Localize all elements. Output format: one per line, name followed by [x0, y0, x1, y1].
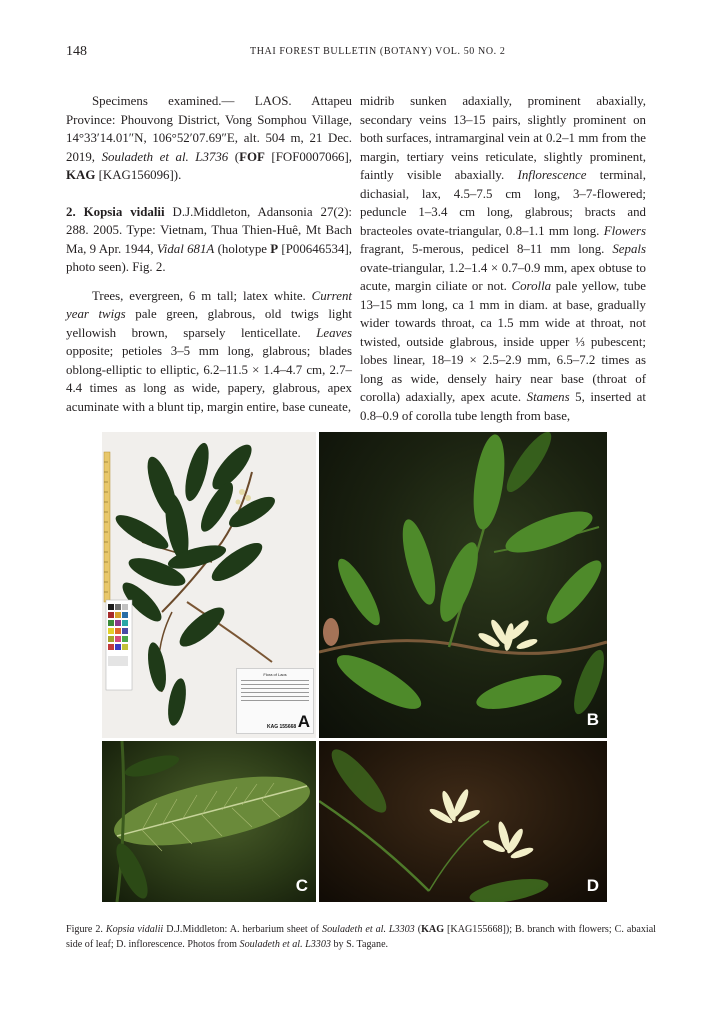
caption-text: D.J.Middleton: A. herbarium sheet of: [166, 924, 320, 935]
description-term: Current year twigs: [66, 288, 352, 321]
description-text: opposite; petioles 3–5 mm long, glabrous; blades oblong-elliptic to elliptic, 6.2–11.5 × 1.4–4.7 cm, 2.7–4.4 times as long as wide, papery, glabrous, apex acuminate with a blunt tip, margin entire, base cuneate,: [66, 344, 352, 414]
caption-species: Kopsia vidalii: [105, 924, 164, 935]
caption-herbarium: KAG: [421, 924, 445, 935]
panel-c-abaxial-leaf: [102, 741, 316, 902]
caption-text: [KAG155668]); B. branch with flowers; C. abaxial side of leaf; D. inflorescence. Photos from: [66, 924, 656, 950]
leaf-photo-illustration: [102, 741, 316, 902]
herbarium-barcode: [FOF0007066],: [271, 149, 352, 164]
left-column: [66, 92, 352, 416]
herbarium-label-title: Flora of Laos: [263, 672, 287, 677]
description-term: Leaves: [316, 325, 352, 340]
description-text: pale yellow, tube 13–15 mm long, ca 1 mm in diam. at base, gradually wider towards throat, ca 1.5 mm wide at throat, not twisted, outside glabrous, inside upper ⅓ pubescent; lobes linear, 18–19 × 2.5–2.9 mm, 6.5–7.2 times as long as wide, densely hairy near base (throat of corolla) adaxially, apex acute.: [360, 279, 646, 404]
label-line: [241, 684, 309, 685]
panel-d-inflorescence: [319, 741, 607, 902]
panel-a-herbarium-sheet: [102, 432, 316, 738]
herbarium-code: KAG: [66, 168, 96, 182]
caption-collector: Souladeth et al. L3303: [239, 939, 331, 950]
description-text: Trees, evergreen, 6 m tall; latex white.: [92, 288, 306, 303]
label-line: [241, 680, 309, 681]
holotype-prefix: (holotype: [217, 241, 267, 256]
caption-text: by S. Tagane.: [333, 939, 389, 950]
description-text: 5, inserted at 0.8–0.9 of corolla tube length from base,: [360, 390, 646, 423]
label-line: [241, 696, 309, 697]
label-line: [241, 692, 309, 693]
description-text: ovate-triangular, 1.2–1.4 × 0.7–0.9 mm, apex obtuse to acute, margin ciliate or not.: [360, 260, 646, 293]
label-line: [241, 688, 309, 689]
branch-photo-illustration: [319, 432, 607, 738]
herbarium-code: FOF: [239, 149, 265, 164]
specimens-collector: Souladeth et al. L3736: [101, 149, 229, 164]
inflorescence-photo-illustration: [319, 741, 607, 902]
description-text: fragrant, 5-merous, pedicel 8–11 mm long.: [360, 242, 605, 256]
description-term: Corolla: [511, 279, 552, 293]
description-text: midrib sunken adaxially, prominent abaxially, secondary veins 13–15 pairs, slightly prominent on both surfaces, intramarginal vein at 0.2–1 mm from the margin, tertiary veins reticulate, slightly prominent, faintly visible abaxially.: [360, 94, 646, 182]
panel-label-b: B: [586, 710, 599, 729]
specimens-examined: Specimens examined.— LAOS. Attapeu Province: Phouvong District, Vong Somphou Village, 14°33′14.01″N, 106°52′07.69″E, alt. 504 m, 21 Dec. 2019, Souladeth et al. L3736 (FOF [FOF0007066], KAG [KAG156096]).: [66, 94, 352, 182]
description-term: Stamens: [526, 390, 570, 404]
figure-caption: [66, 922, 656, 952]
description-continued: [360, 92, 646, 425]
holotype-herbarium: P: [270, 241, 279, 256]
description-text: terminal, dichasial, lax, 4.5–7.5 cm long, 3–7-flowered; peduncle 1–3.4 cm long, glabrous; bracts and bracteoles ovate-triangular, 0.8–1.1 mm long.: [360, 168, 646, 238]
caption-prefix: Figure 2.: [66, 924, 103, 935]
caption-text: (: [417, 924, 422, 935]
holotype-suffix: [P00646534], photo seen). Fig. 2.: [66, 241, 352, 274]
panel-b-branch-with-flowers: [319, 432, 607, 738]
species-citation: D.J.Middleton, Adansonia 27(2): 288. 2005. Type: Vietnam, Thua Thien-Huê, Mt Bach Ma, 9 Apr. 1944,: [66, 204, 353, 256]
panel-label-c: C: [295, 876, 308, 895]
description-term: Inflorescence: [517, 168, 587, 182]
species-name: 2. Kopsia vidalii: [66, 204, 165, 219]
herbarium-barcode: [KAG156096]).: [98, 168, 182, 182]
description-paragraph: [66, 287, 352, 417]
species-heading: [66, 203, 352, 277]
specimens-text: Specimens examined.— LAOS. Attapeu Province: Phouvong District, Vong Somphou Village, 14°33′14.01″N, 106°52′07.69″E, alt. 504 m, 21 Dec. 2019,: [66, 94, 352, 164]
running-head: THAI FOREST BULLETIN (BOTANY) VOL. 50 NO. 2: [250, 46, 506, 57]
description-term: Flowers: [603, 223, 646, 238]
right-column: [360, 92, 646, 425]
type-collector: Vidal 681A: [156, 241, 215, 256]
page-number: 148: [66, 44, 87, 59]
caption-collector: Souladeth et al. L3303: [322, 924, 415, 935]
description-text: pale green, glabrous, old twigs light yellowish brown, sparsely lenticellate.: [66, 307, 352, 340]
figure-2: [102, 432, 607, 902]
herbarium-barcode-label: KAG 155668: [267, 724, 297, 730]
description-term: Sepals: [612, 242, 646, 256]
label-line: [241, 700, 309, 701]
panel-label-d: D: [586, 876, 599, 895]
panel-label-a: A: [297, 712, 310, 731]
